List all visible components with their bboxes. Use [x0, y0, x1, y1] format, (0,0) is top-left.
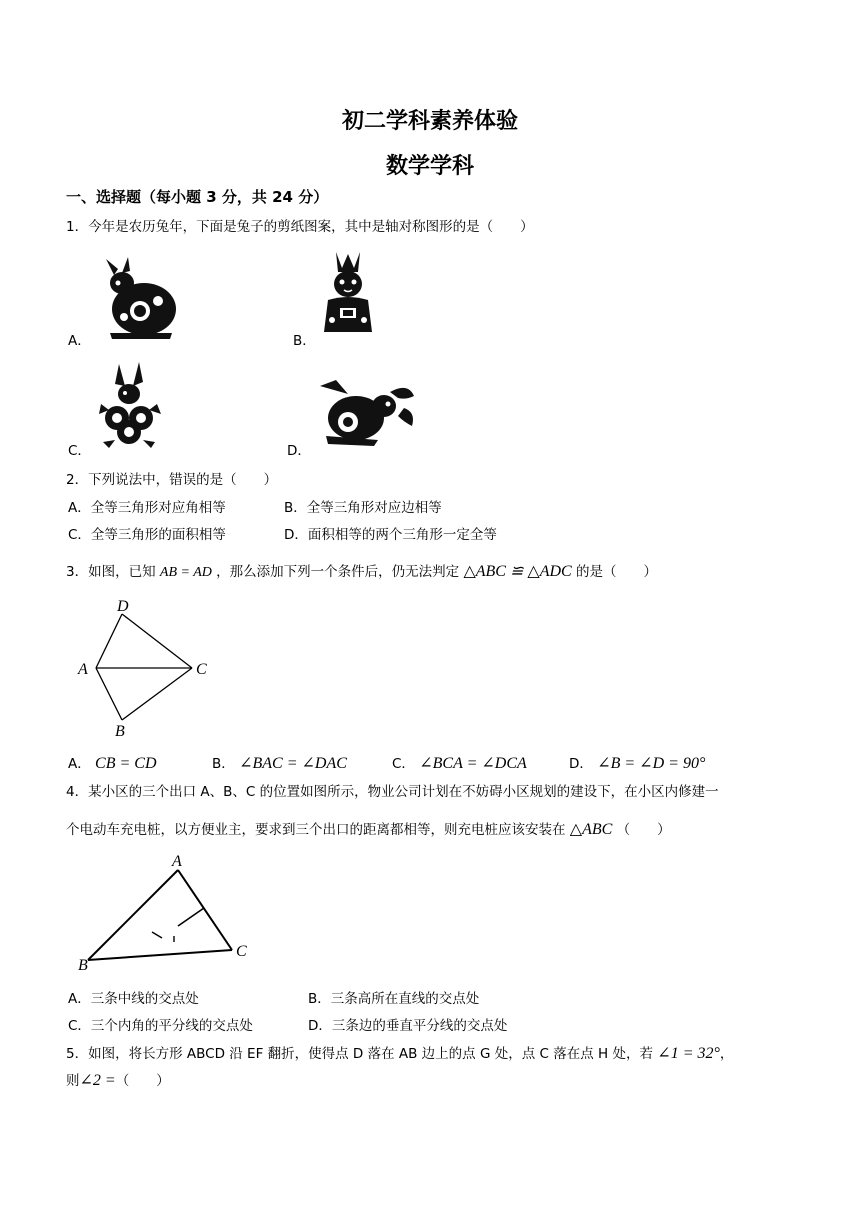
q3-label-b: B [115, 723, 125, 740]
q4-label-b: B [78, 957, 88, 974]
rabbit-papercut-b-image [318, 250, 378, 336]
q3-stem-math-1: AB = AD [159, 565, 212, 580]
q1-option-b-label[interactable]: B． [293, 333, 316, 349]
q3-option-d[interactable] [569, 752, 705, 773]
q4-option-a[interactable]: A．三条中线的交点处 [68, 991, 199, 1007]
q4-label-c: C [236, 943, 247, 960]
q5-stem-text: 5．如图，将长方形 ABCD 沿 EF 翻折，使得点 D 落在 AB 边上的点 G 处，点 C 落在点 H 处，若 [66, 1046, 653, 1062]
q2-stem: 2．下列说法中，错误的是（ ） [66, 472, 278, 488]
q3-stem-post: 的是（ ） [575, 564, 657, 580]
q2-option-d[interactable]: D．面积相等的两个三角形一定全等 [284, 527, 497, 543]
q3-label-c: C [196, 661, 207, 678]
rabbit-papercut-c-image [95, 360, 165, 450]
q3-option-c[interactable] [392, 752, 527, 773]
q4-stem-line-1: 4．某小区的三个出口 A、B、C 的位置如图所示，物业公司计划在不妨碍小区规划的建设下，在小区内修建一 [66, 784, 719, 800]
q5-stem-comma: ， [719, 1046, 734, 1062]
q3-quadrilateral-figure [74, 596, 214, 741]
q5-stem-line-2 [66, 1069, 170, 1090]
q5-stem-math-2: ∠2 = [79, 1072, 116, 1089]
q5-stem-pre: 则 [66, 1073, 80, 1089]
q4-option-b[interactable]: B．三条高所在直线的交点处 [308, 991, 480, 1007]
page-subtitle: 数学学科 [385, 154, 474, 179]
q2-option-c[interactable]: C．全等三角形的面积相等 [68, 527, 226, 543]
q3-option-a[interactable] [68, 752, 157, 773]
q3-option-a-math: CB = CD [95, 755, 157, 772]
q4-option-c[interactable]: C．三个内角的平分线的交点处 [68, 1018, 253, 1034]
page-title: 初二学科素养体验 [341, 109, 518, 134]
q3-option-d-math: ∠B = ∠D = 90° [597, 755, 706, 772]
q5-stem-post: （ ） [115, 1073, 170, 1089]
q4-option-d[interactable]: D．三条边的垂直平分线的交点处 [308, 1018, 508, 1034]
q4-stem-text: 个电动车充电桩，以方便业主，要求到三个出口的距离都相等，则充电桩应该安装在 [66, 822, 566, 838]
rabbit-papercut-d-image [318, 378, 418, 448]
q1-option-a-label[interactable]: A． [68, 333, 91, 349]
section-heading: 一、选择题（每小题 3 分，共 24 分） [66, 188, 329, 206]
q4-stem-line-2 [66, 818, 671, 839]
q3-option-d-label: D． [569, 756, 593, 772]
q3-option-b[interactable] [212, 752, 347, 773]
q3-option-b-math: ∠BAC = ∠DAC [239, 755, 347, 772]
q1-option-c-label[interactable]: C． [68, 443, 91, 459]
q5-stem-line-1 [66, 1042, 733, 1063]
q1-option-d-label[interactable]: D． [287, 443, 311, 459]
q3-stem [66, 560, 657, 581]
q4-label-a: A [172, 853, 182, 870]
q1-stem: 1．今年是农历兔年，下面是兔子的剪纸图案，其中是轴对称图形的是（ ） [66, 219, 534, 235]
q3-stem-math-2: △ABC ≌ △ADC [463, 563, 572, 580]
q5-stem-math-1: ∠1 = 32° [657, 1045, 720, 1062]
q3-option-c-math: ∠BCA = ∠DCA [419, 755, 527, 772]
q4-stem-math: △ABC [569, 821, 613, 838]
q3-stem-pre: 3．如图，已知 [66, 564, 156, 580]
q2-option-a[interactable]: A．全等三角形对应角相等 [68, 500, 226, 516]
q3-option-c-label: C． [392, 756, 415, 772]
q3-option-a-label: A． [68, 756, 91, 772]
q2-option-b[interactable]: B．全等三角形对应边相等 [284, 500, 442, 516]
q4-stem-post: （ ） [616, 822, 671, 838]
q3-stem-mid: ，那么添加下列一个条件后，仍无法判定 [216, 564, 460, 580]
rabbit-papercut-a-image [100, 255, 180, 341]
q3-label-a: A [78, 661, 88, 678]
q3-label-d: D [117, 598, 129, 615]
q3-option-b-label: B． [212, 756, 235, 772]
q4-triangle-figure [74, 850, 264, 975]
